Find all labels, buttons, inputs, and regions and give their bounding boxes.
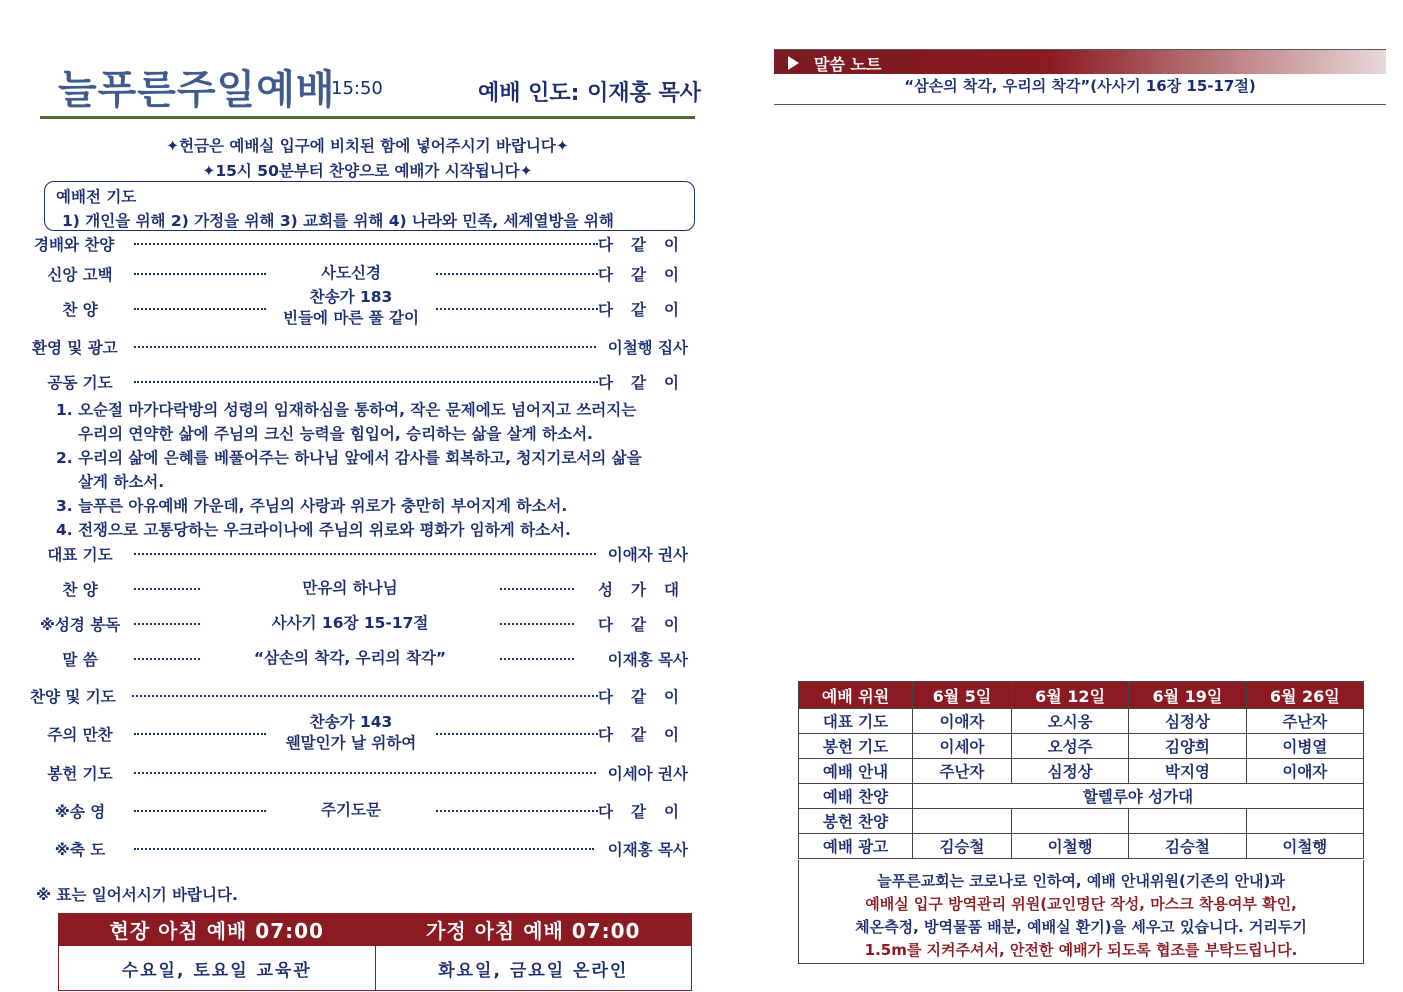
order-label: 주의 만찬	[47, 726, 113, 744]
dotted-leader	[134, 588, 200, 590]
dotted-leader	[500, 623, 574, 625]
order-row	[26, 371, 696, 395]
roster-cell: 이애자	[913, 709, 1012, 734]
roster-cell: 이병열	[1246, 734, 1363, 759]
order-content: 찬송가 143 웬말인가 날 위하여	[285, 713, 417, 752]
roster-merged-cell: 할렐루야 성가대	[913, 784, 1364, 809]
roster-role: 예배 찬양	[799, 784, 913, 809]
covid-notice-text	[799, 870, 1363, 962]
order-label: 말 씀	[62, 651, 98, 669]
order-row	[26, 713, 697, 763]
order-responsible: 다같이	[598, 616, 697, 634]
roster-cell: 김양희	[1129, 734, 1246, 759]
order-label: ※축 도	[54, 841, 106, 859]
table-row	[799, 834, 1364, 859]
table-row	[799, 784, 1364, 809]
order-label: 찬양 및 기도	[30, 688, 116, 706]
order-responsible: 다같이	[598, 301, 697, 319]
table-row	[799, 809, 1364, 834]
order-label: 찬 양	[62, 581, 98, 599]
order-row	[26, 838, 696, 862]
roster-cell: 오시웅	[1011, 709, 1128, 734]
roster-role: 예배 광고	[799, 834, 913, 859]
table-row	[799, 709, 1364, 734]
roster-cell: 김승철	[1129, 834, 1246, 859]
dotted-leader	[134, 308, 266, 310]
order-row	[26, 263, 696, 287]
order-content: 만유의 하나님	[302, 579, 398, 597]
dotted-leader	[436, 273, 598, 275]
dotted-leader	[134, 381, 598, 383]
order-responsible: 다같이	[598, 688, 697, 706]
roster-header: 6월 26일	[1246, 682, 1363, 709]
roster-header: 6월 19일	[1129, 682, 1246, 709]
order-row	[26, 288, 697, 338]
order-row	[26, 543, 696, 567]
order-label: ※송 영	[54, 803, 106, 821]
order-content: 사도신경	[321, 264, 381, 282]
roster-cell: 이세아	[913, 734, 1012, 759]
covid-notice-line: 1.5m를 지켜주셔서, 안전한 예배가 되도록 협조를 부탁드립니다.	[864, 941, 1298, 959]
order-label: ※성경 봉독	[39, 616, 121, 634]
order-label: 봉헌 기도	[47, 765, 113, 783]
morning-value: 화요일, 금요일 온라인	[375, 946, 692, 991]
header-divider	[40, 116, 695, 119]
prayer-item: 4. 전쟁으로 고통당하는 우크라이나에 주님의 위로와 평화가 임하게 하소서.	[56, 521, 571, 539]
roster-cell: 심정상	[1011, 759, 1128, 784]
order-label: 찬 양	[62, 301, 98, 319]
covid-notice-line: 체온측정, 방역물품 배분, 예배실 환기)을 세우고 있습니다. 거리두기	[855, 918, 1307, 936]
service-leader: 예배 인도: 이재홍 목사	[478, 81, 702, 106]
prayer-item: 2. 우리의 삶에 은혜를 베풀어주는 하나님 앞에서 감사를 회복하고, 청지기로서의 삶을	[56, 449, 642, 467]
covid-notice-line: 예배실 입구 방역관리 위원(교인명단 작성, 마스크 착용여부 확인,	[865, 895, 1297, 913]
dotted-leader	[436, 308, 598, 310]
dotted-leader	[134, 658, 200, 660]
order-row	[26, 613, 696, 637]
dotted-leader	[134, 733, 266, 735]
prayer-item: 3. 늘푸른 아유예배 가운데, 주님의 사랑과 위로가 충만히 부어지게 하소서.	[56, 497, 568, 515]
morning-value: 수요일, 토요일 교육관	[59, 946, 376, 991]
start-notice-text: ✦15시 50분부터 찬양으로 예배가 시작됩니다✦	[202, 162, 533, 180]
offering-notice	[40, 134, 695, 156]
order-row	[26, 762, 696, 786]
roster-role: 봉헌 찬양	[799, 809, 913, 834]
roster-cell: 이애자	[1246, 759, 1363, 784]
covid-notice-box	[798, 860, 1364, 964]
dotted-leader	[134, 810, 266, 812]
roster-table	[798, 681, 1364, 859]
roster-cell: 박지영	[1129, 759, 1246, 784]
roster-role: 대표 기도	[799, 709, 913, 734]
order-row	[26, 578, 696, 602]
order-row	[26, 685, 696, 709]
service-time: 15:50	[331, 78, 383, 99]
roster-cell: 주난자	[1246, 709, 1363, 734]
dotted-leader	[134, 772, 596, 774]
order-label: 신앙 고백	[47, 266, 113, 284]
morning-header: 가정 아침 예배 07:00	[375, 914, 692, 946]
dotted-leader	[132, 695, 598, 697]
roster-cell: 이철행	[1246, 834, 1363, 859]
order-label: 대표 기도	[47, 546, 113, 564]
order-content: 주기도문	[321, 801, 381, 819]
order-responsible: 이재홍 목사	[607, 841, 688, 859]
order-responsible: 다같이	[598, 374, 697, 392]
order-row	[26, 233, 696, 257]
roster-cell	[1011, 809, 1128, 834]
order-responsible: 다같이	[598, 726, 697, 744]
roster-cell: 김승철	[913, 834, 1012, 859]
dotted-leader	[500, 588, 574, 590]
dotted-leader	[134, 553, 596, 555]
dotted-leader	[436, 810, 598, 812]
roster-cell	[913, 809, 1012, 834]
table-row	[799, 734, 1364, 759]
order-row	[26, 800, 696, 824]
order-responsible: 이애자 권사	[607, 546, 688, 564]
order-row	[26, 336, 696, 360]
play-triangle-icon	[788, 56, 799, 70]
start-notice	[40, 159, 695, 181]
table-row	[799, 759, 1364, 784]
order-label: 경배와 찬양	[34, 236, 115, 254]
sermon-note-subtitle: “삼손의 착각, 우리의 착각”(사사기 16장 15-17절)	[904, 77, 1256, 95]
roster-cell: 주난자	[913, 759, 1012, 784]
prayer-item: 우리의 연약한 삶에 주님의 크신 능력을 힘입어, 승리하는 삶을 살게 하소서.	[78, 425, 593, 443]
roster-header: 6월 5일	[913, 682, 1012, 709]
morning-header: 현장 아침 예배 07:00	[59, 914, 376, 946]
prayer-item: 살게 하소서.	[78, 473, 165, 491]
order-content: “삼손의 착각, 우리의 착각”	[253, 649, 447, 667]
roster-cell	[1246, 809, 1363, 834]
dotted-leader	[134, 848, 594, 850]
order-responsible: 이세아 권사	[607, 765, 688, 783]
note-bottom-rule	[774, 104, 1386, 105]
dotted-leader	[134, 623, 200, 625]
order-responsible: 다같이	[598, 803, 697, 821]
dotted-leader	[134, 346, 596, 348]
roster-cell: 이철행	[1011, 834, 1128, 859]
roster-cell	[1129, 809, 1246, 834]
order-responsible: 성가대	[598, 581, 697, 599]
offering-notice-text: ✦헌금은 예배실 입구에 비치된 함에 넣어주시기 바랍니다✦	[166, 137, 569, 155]
dotted-leader	[500, 658, 574, 660]
pre-prayer-body: 1) 개인을 위해 2) 가정을 위해 3) 교회를 위해 4) 나라와 민족, 세계열방을 위해	[62, 212, 614, 230]
dotted-leader	[134, 273, 266, 275]
dotted-leader	[134, 243, 598, 245]
order-row	[26, 648, 696, 672]
order-label: 환영 및 광고	[32, 339, 118, 357]
roster-header: 6월 12일	[1011, 682, 1128, 709]
order-responsible: 다같이	[598, 236, 697, 254]
order-responsible: 다같이	[598, 266, 697, 284]
order-content: 사사기 16장 15-17절	[271, 614, 429, 632]
prayer-item: 1. 오순절 마가다락방의 성령의 임재하심을 통하여, 작은 문제에도 넘어지고 쓰러지는	[56, 401, 637, 419]
order-responsible: 이재홍 목사	[607, 651, 688, 669]
dotted-leader	[436, 733, 598, 735]
stand-note: ※ 표는 일어서시기 바랍니다.	[36, 886, 238, 904]
roster-role: 예배 안내	[799, 759, 913, 784]
pre-prayer-title: 예배전 기도	[56, 188, 137, 206]
order-responsible: 이철행 집사	[607, 339, 688, 357]
morning-service-table	[58, 913, 692, 991]
roster-role: 봉헌 기도	[799, 734, 913, 759]
page-title: 늘푸른주일예배	[58, 67, 336, 113]
roster-header: 예배 위원	[799, 682, 913, 709]
order-label: 공동 기도	[47, 374, 113, 392]
order-content: 찬송가 183 빈들에 마른 풀 같이	[283, 288, 419, 327]
roster-cell: 오성주	[1011, 734, 1128, 759]
sermon-note-label: 말씀 노트	[814, 55, 882, 74]
covid-notice-line: 늘푸른교회는 코로나로 인하여, 예배 안내위원(기존의 안내)과	[877, 872, 1285, 890]
roster-cell: 심정상	[1129, 709, 1246, 734]
